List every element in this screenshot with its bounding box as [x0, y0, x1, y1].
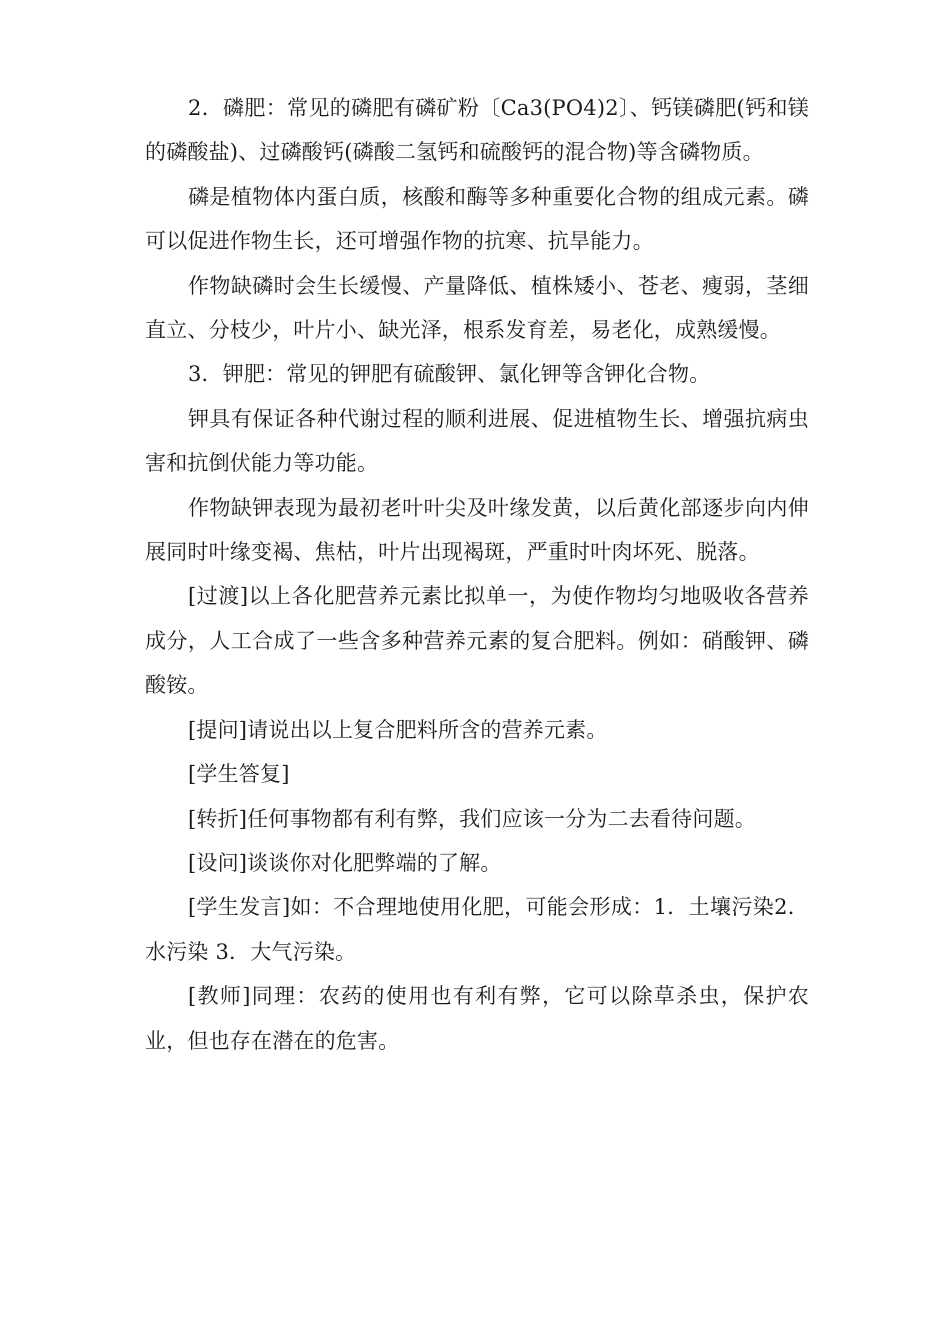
paragraph-question: [提问]请说出以上复合肥料所含的营养元素。 [188, 717, 608, 742]
paragraph-turning-point: [转折]任何事物都有利有弊，我们应该一分为二去看待问题。 [188, 806, 756, 831]
paragraph-student-speech: [学生发言]如：不合理地使用化肥，可能会形成：1．土壤污染2．水污染 3．大气污染。 [145, 895, 809, 964]
paragraph-phosphorus-role: 磷是植物体内蛋白质，核酸和酶等多种重要化合物的组成元素。磷可以促进作物生长，还可增强作物的抗寒、抗旱能力。 [145, 184, 809, 254]
paragraph-transition: [过渡]以上各化肥营养元素比拟单一，为使作物均匀地吸收各营养成分，人工合成了一些含多种营养元素的复合肥料。例如：硝酸钾、磷酸铵。 [145, 584, 809, 698]
paragraph-phosphorus-deficiency: 作物缺磷时会生长缓慢、产量降低、植株矮小、苍老、瘦弱，茎细直立、分枝少，叶片小、缺光泽，根系发育差，易老化，成熟缓慢。 [145, 273, 809, 343]
paragraph-potash-fertilizer: 3．钾肥：常见的钾肥有硫酸钾、氯化钾等含钾化合物。 [188, 362, 711, 387]
paragraph-potassium-deficiency: 作物缺钾表现为最初老叶叶尖及叶缘发黄，以后黄化部逐步向内伸展同时叶缘变褐、焦枯，叶片出现褐斑，严重时叶肉坏死、脱落。 [145, 495, 809, 565]
paragraph-potassium-role: 钾具有保证各种代谢过程的顺利进展、促进植物生长、增强抗病虫害和抗倒伏能力等功能。 [145, 406, 809, 476]
paragraph-discussion-question: [设问]谈谈你对化肥弊端的了解。 [188, 850, 502, 875]
paragraph-student-answer: [学生答复] [188, 762, 290, 787]
paragraph-phosphate-fertilizer: 2．磷肥：常见的磷肥有磷矿粉〔Ca3(PO4)2〕、钙镁磷肥(钙和镁的磷酸盐)、过磷酸钙(磷酸二氢钙和硫酸钙的混合物)等含磷物质。 [145, 96, 809, 165]
document-body [145, 86, 809, 1063]
paragraph-teacher: [教师]同理：农药的使用也有利有弊，它可以除草杀虫，保护农业，但也存在潜在的危害。 [145, 984, 809, 1053]
